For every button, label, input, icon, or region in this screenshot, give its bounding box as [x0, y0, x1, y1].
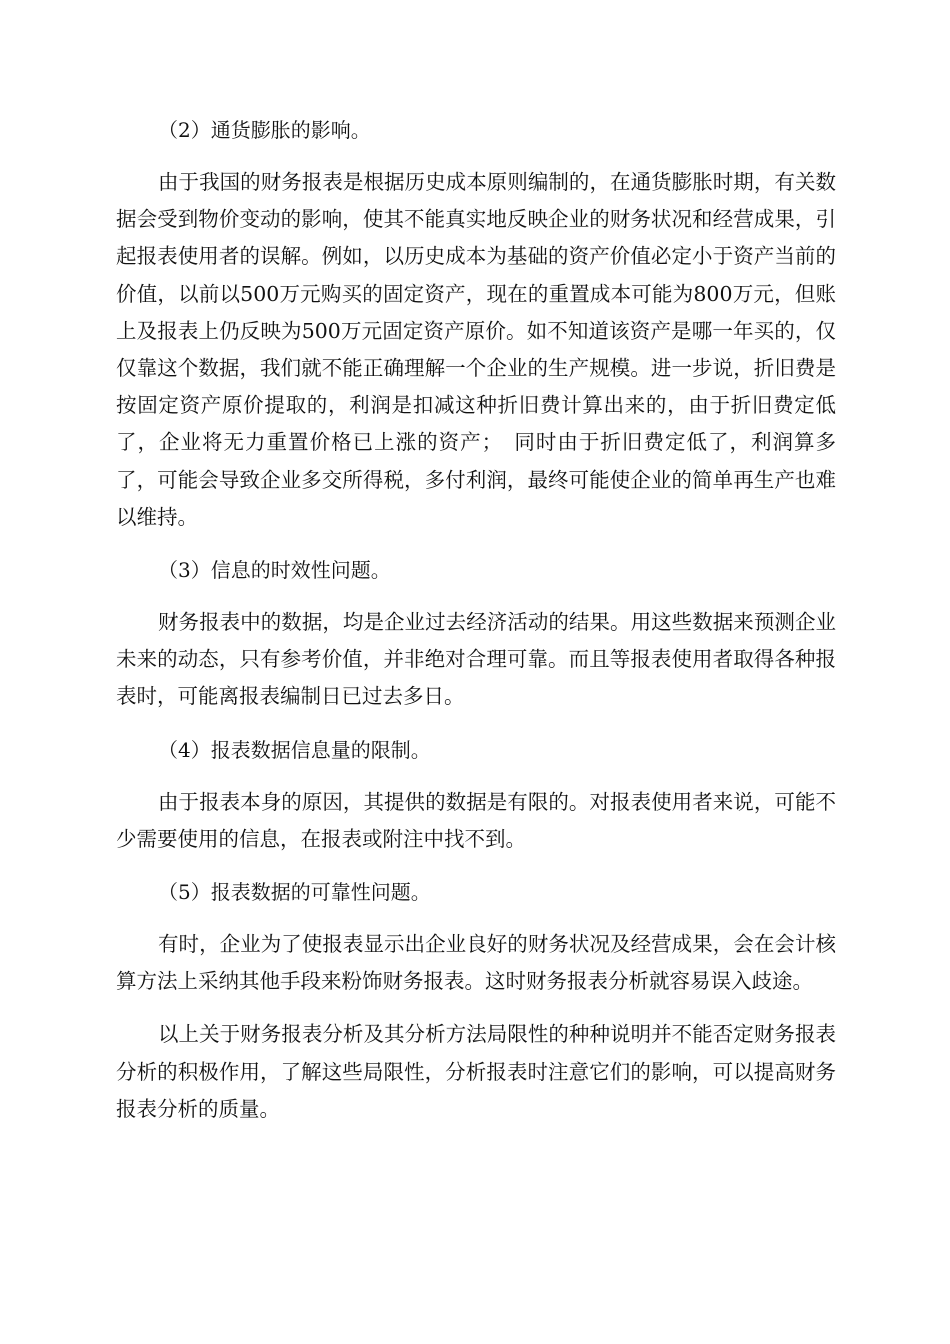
paragraph-timeliness: 财务报表中的数据，均是企业过去经济活动的结果。用这些数据来预测企业未来的动态，只有参考价值，并非绝对合理可靠。而且等报表使用者取得各种报表时，可能离报表编制日已过去多日。: [116, 610, 836, 709]
section-heading-inflation: （2）通货膨胀的影响。: [158, 118, 371, 142]
document-body: [116, 112, 836, 1128]
paragraph-reliability: 有时，企业为了使报表显示出企业良好的财务状况及经营成果，会在会计核算方法上采纳其他手段来粉饰财务报表。这时财务报表分析就容易误入歧途。: [116, 932, 836, 994]
paragraph-inflation: 由于我国的财务报表是根据历史成本原则编制的，在通货膨胀时期，有关数据会受到物价变动的影响，使其不能真实地反映企业的财务状况和经营成果，引起报表使用者的误解。例如，以历史成本为基础的资产价值必定小于资产当前的价值，以前以500万元购买的固定资产，现在的重置成本可能为800万元，但账上及报表上仍反映为500万元固定资产原价。如不知道该资产是哪一年买的，仅仅靠这个数据，我们就不能正确理解一个企业的生产规模。进一步说，折旧费是按固定资产原价提取的，利润是扣减这种折旧费计算出来的，由于折旧费定低了，企业将无力重置价格已上涨的资产； 同时由于折旧费定低了，利润算多了，可能会导致企业多交所得税，多付利润，最终可能使企业的简单再生产也难以维持。: [116, 170, 836, 529]
section-heading-timeliness: （3）信息的时效性问题。: [158, 558, 391, 583]
section-heading-reliability: （5）报表数据的可靠性问题。: [158, 880, 431, 905]
paragraph-information-limit: 由于报表本身的原因，其提供的数据是有限的。对报表使用者来说，可能不少需要使用的信息，在报表或附注中找不到。: [116, 789, 836, 851]
paragraph-conclusion: 以上关于财务报表分析及其分析方法局限性的种种说明并不能否定财务报表分析的积极作用，了解这些局限性，分析报表时注意它们的影响，可以提高财务报表分析的质量。: [116, 1022, 836, 1121]
section-heading-information-limit: （4）报表数据信息量的限制。: [158, 737, 431, 762]
